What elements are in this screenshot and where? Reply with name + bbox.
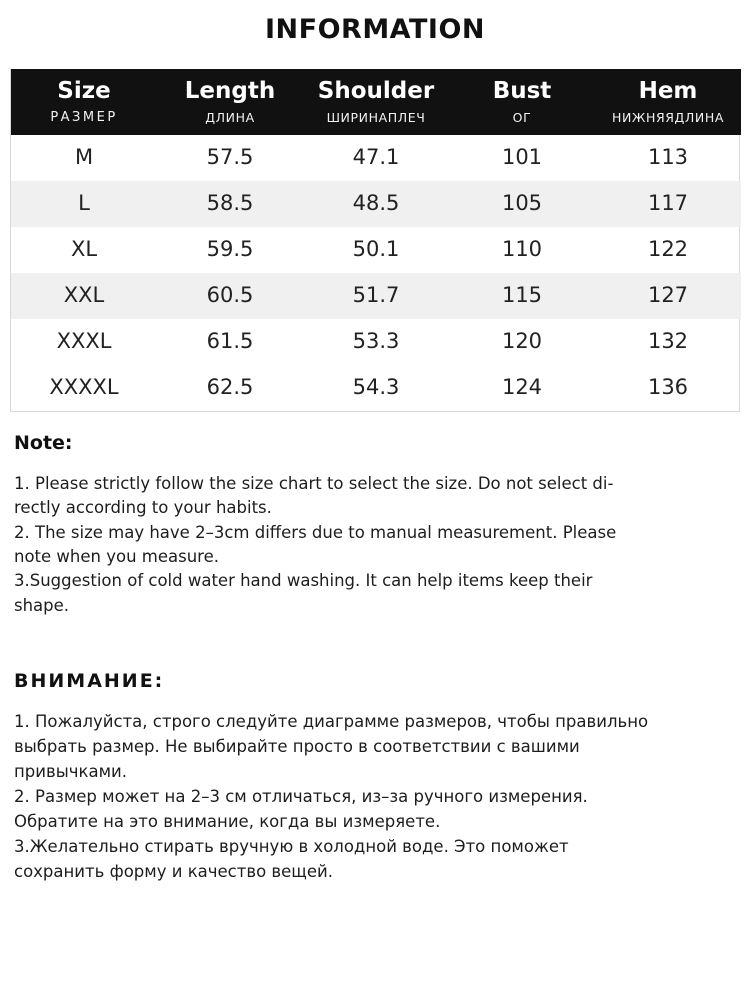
cell-hem: 132 xyxy=(647,328,689,353)
cell-shoulder: 48.5 xyxy=(303,181,449,227)
column-header-size xyxy=(11,69,157,135)
cell-hem: 117 xyxy=(595,181,741,227)
note-english-heading: Note: xyxy=(14,431,73,454)
cell-size: XXXXL xyxy=(49,374,119,399)
cell-bust: 110 xyxy=(501,236,543,261)
note-russian-block xyxy=(14,670,736,883)
page-title: INFORMATION xyxy=(264,14,485,45)
table-row xyxy=(11,365,741,411)
note-english-block xyxy=(14,432,736,618)
cell-length: 59.5 xyxy=(206,236,254,261)
column-header-shoulder-ru: ШИРИНАПЛЕЧ xyxy=(326,109,426,125)
cell-bust: 124 xyxy=(501,374,543,399)
column-header-bust-en: Bust xyxy=(492,78,552,104)
note-russian-line: 2. Размер может на 2–3 см отличаться, из–за ручного измерения. xyxy=(14,787,588,807)
column-header-size-en: Size xyxy=(57,78,111,104)
column-header-length-en: Length xyxy=(184,78,276,104)
size-chart-table-wrapper xyxy=(10,69,740,412)
note-russian-line: привычками. xyxy=(14,762,127,782)
column-header-bust xyxy=(449,69,595,135)
cell-hem: 113 xyxy=(647,144,689,169)
cell-hem: 127 xyxy=(595,273,741,319)
cell-size: L xyxy=(11,181,157,227)
column-header-shoulder-en: Shoulder xyxy=(317,78,435,104)
note-english-line: 2. The size may have 2–3cm differs due to manual measurement. Please xyxy=(14,522,617,542)
cell-shoulder: 51.7 xyxy=(303,273,449,319)
cell-shoulder: 50.1 xyxy=(352,236,400,261)
cell-hem: 122 xyxy=(647,236,689,261)
column-header-hem-en: Hem xyxy=(638,78,698,104)
table-row xyxy=(11,135,741,181)
cell-size: XL xyxy=(70,236,98,261)
note-russian-line: 3.Желательно стирать вручную в холодной воде. Это поможет xyxy=(14,836,569,856)
cell-bust: 101 xyxy=(501,144,543,169)
note-english-line: 3.Suggestion of cold water hand washing. It can help items keep their xyxy=(14,571,593,591)
cell-length: 62.5 xyxy=(206,374,254,399)
cell-shoulder: 53.3 xyxy=(352,328,400,353)
note-russian-line: Обратите на это внимание, когда вы измеряете. xyxy=(14,811,441,831)
table-row xyxy=(11,319,741,365)
cell-bust: 120 xyxy=(501,328,543,353)
column-header-size-ru: РАЗМЕР xyxy=(50,109,118,125)
note-russian-line: выбрать размер. Не выбирайте просто в соответствии с вашими xyxy=(14,737,580,757)
column-header-bust-ru: ОГ xyxy=(512,109,532,125)
cell-length: 58.5 xyxy=(157,181,303,227)
size-chart-table xyxy=(11,69,741,411)
table-row xyxy=(11,273,741,319)
note-russian-heading: ВНИМАНИЕ: xyxy=(14,670,165,693)
cell-shoulder: 54.3 xyxy=(352,374,400,399)
column-header-length xyxy=(157,69,303,135)
cell-length: 57.5 xyxy=(206,144,254,169)
table-header xyxy=(11,69,741,135)
cell-length: 61.5 xyxy=(206,328,254,353)
note-english-line: shape. xyxy=(14,595,70,615)
table-row xyxy=(11,227,741,273)
cell-hem: 136 xyxy=(647,374,689,399)
cell-shoulder: 47.1 xyxy=(352,144,400,169)
cell-size: M xyxy=(74,144,94,169)
note-english-line: note when you measure. xyxy=(14,547,219,567)
note-english-line: rectly according to your habits. xyxy=(14,498,272,518)
cell-bust: 115 xyxy=(449,273,595,319)
note-russian-line: 1. Пожалуйста, строго следуйте диаграмме размеров, чтобы правильно xyxy=(14,712,649,732)
table-body xyxy=(11,135,741,411)
note-english-line: 1. Please strictly follow the size chart to select the size. Do not select di- xyxy=(14,473,614,493)
table-header-row xyxy=(11,69,741,135)
column-header-hem xyxy=(595,69,741,135)
cell-size: XXL xyxy=(11,273,157,319)
column-header-length-ru: ДЛИНА xyxy=(205,109,255,125)
column-header-hem-ru: НИЖНЯЯДЛИНА xyxy=(611,109,725,125)
cell-bust: 105 xyxy=(449,181,595,227)
note-russian-line: сохранить форму и качество вещей. xyxy=(14,861,333,881)
table-row xyxy=(11,181,741,227)
note-spacer xyxy=(0,618,750,670)
cell-size: XXXL xyxy=(56,328,112,353)
column-header-shoulder xyxy=(303,69,449,135)
cell-length: 60.5 xyxy=(157,273,303,319)
